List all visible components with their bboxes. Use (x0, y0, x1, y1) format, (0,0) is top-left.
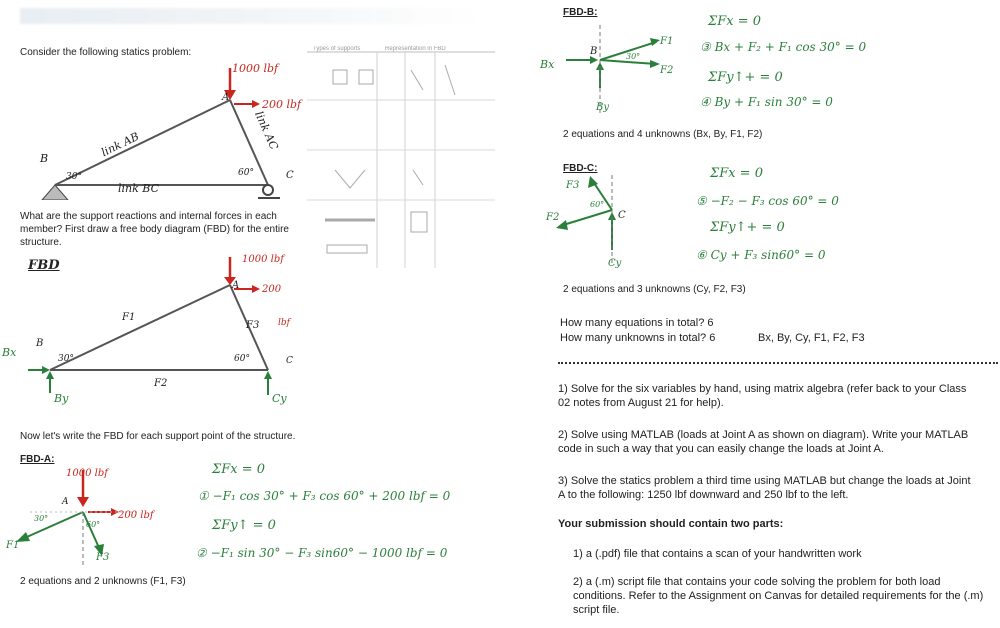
mid-angle-b: 30° (58, 354, 74, 364)
top-joint-b: B (40, 152, 49, 165)
ref-col2: Representation in FBD (385, 46, 446, 52)
top-load-right-label: 200 lbf (262, 98, 302, 111)
fbd-c-joint: C (618, 210, 626, 221)
fbd-b-sum-y: ΣFy↑+ = 0 (708, 70, 783, 85)
fbd-a-summary: 2 equations and 2 unknowns (F1, F3) (20, 576, 186, 587)
mid-f3: F3 (246, 320, 260, 331)
mid-f1: F1 (122, 312, 136, 323)
blurred-banner (20, 8, 480, 24)
fbd-a-f3: F3 (96, 552, 110, 563)
fbd-c-f2: F2 (546, 212, 560, 223)
total-equations: How many equations in total? 6 (560, 317, 714, 329)
mid-by: By (54, 392, 69, 405)
mid-load-down: 1000 lbf (242, 254, 284, 265)
mid-joint-b: B (36, 338, 44, 349)
fbd-c-eq5: ⑤ −F₂ − F₃ cos 60° = 0 (696, 194, 839, 208)
mid-load-right: 200 (262, 284, 282, 295)
mid-f2: F2 (154, 378, 168, 389)
fbd-a-sum-y: ΣFy↑ = 0 (212, 518, 276, 533)
fbd-b-sum-x: ΣFx = 0 (708, 14, 761, 29)
instruction-step-1: 1) Solve for the six variables by hand, using matrix algebra (refer back to your Class 02 notes from August 21 for help). (558, 383, 967, 409)
top-joint-c: C (286, 170, 294, 181)
top-angle-c: 60° (238, 168, 254, 178)
fbd-sub-intro: Now let's write the FBD for each support point of the structure. (20, 431, 296, 442)
fbd-c-sum-y: ΣFy↑+ = 0 (710, 220, 785, 235)
top-load-down-label: 1000 lbf (232, 62, 279, 75)
total-unknowns: How many unknowns in total? 6 (560, 332, 716, 344)
fbd-b-eq3: ③ Bx + F₂ + F₁ cos 30° = 0 (700, 40, 867, 54)
fbd-c-sum-x: ΣFx = 0 (710, 166, 763, 181)
mid-joint-c: C (286, 356, 293, 366)
mid-lbf: lbf (278, 318, 290, 328)
fbd-c-f3: F3 (566, 180, 580, 191)
top-joint-a: A (222, 92, 230, 103)
fbd-b-bx: Bx (540, 58, 555, 71)
fbd-b-summary: 2 equations and 4 unknowns (Bx, By, F1, F2) (563, 129, 763, 140)
fbd-b-joint: B (590, 46, 598, 57)
fbd-c-summary: 2 equations and 3 unknowns (Cy, F2, F3) (563, 284, 746, 295)
fbd-c-heading: FBD-C: (563, 163, 598, 174)
pin-support-b (42, 185, 68, 200)
mid-joint-a: A (232, 280, 240, 291)
instruction-step-3: 3) Solve the statics problem a third time using MATLAB but change the loads at Joint A to the following: 1250 lbf downward and 250 lbf to the left. (558, 475, 971, 501)
top-member-bc: link BC (118, 182, 159, 195)
submission-part-2: 2) a (.m) script file that contains your code solving the problem for both load conditions. Refer to the Assignment on Canvas for detailed requirements for the (.m) script file. (573, 576, 984, 616)
fbd-b-f1: F1 (660, 36, 674, 47)
top-member-ab: link AB (99, 129, 142, 160)
top-member-ac: link AC (252, 109, 281, 152)
problem-question: What are the support reactions and internal forces in each member? First draw a free body diagram (FBD) for the entire structure. (20, 211, 289, 248)
fbd-b-heading: FBD-B: (563, 7, 598, 18)
ref-col1: Types of supports (313, 46, 361, 52)
fbd-a-heading: FBD-A: (20, 454, 55, 465)
fbd-a-eq1: ① −F₁ cos 30° + F₃ cos 60° + 200 lbf = 0 (198, 489, 451, 503)
fbd-a-sum-x: ΣFx = 0 (212, 462, 265, 477)
fbd-b-f2: F2 (660, 65, 674, 76)
fbd-a-load-down: 1000 lbf (66, 468, 108, 479)
fbd-a-load-right: 200 lbf (118, 510, 154, 521)
support-types-reference (305, 40, 500, 270)
fbd-a-eq2: ② −F₁ sin 30° − F₃ sin60° − 1000 lbf = 0 (196, 546, 448, 560)
problem-intro: Consider the following statics problem: (20, 47, 192, 58)
fbd-c-angle: 60° (590, 200, 605, 209)
fbd-a-f1: F1 (6, 540, 20, 551)
fbd-c-eq6: ⑥ Cy + F₃ sin60° = 0 (696, 248, 826, 262)
fbd-handwritten-label: FBD (28, 258, 60, 273)
unknowns-list: Bx, By, Cy, F1, F2, F3 (758, 332, 865, 344)
fbd-c-cy: Cy (608, 258, 622, 269)
roller-support-c (263, 185, 273, 195)
submission-heading: Your submission should contain two parts: (558, 518, 784, 530)
mid-angle-c: 60° (234, 354, 250, 364)
top-angle-b: 30° (66, 172, 82, 182)
instruction-step-2: 2) Solve using MATLAB (loads at Joint A as shown on diagram). Write your MATLAB code in such a way that you can easily change the loads at Joint A. (558, 429, 969, 455)
submission-part-1: 1) a (.pdf) file that contains a scan of your handwritten work (573, 548, 862, 560)
fbd-a-angle-right: 60° (86, 520, 101, 529)
mid-cy: Cy (272, 392, 287, 405)
fbd-b-by: By (596, 102, 609, 113)
fbd-b-angle: 30° (626, 52, 641, 61)
fbd-b-eq4: ④ By + F₁ sin 30° = 0 (700, 95, 833, 109)
fbd-b-diagram (538, 20, 698, 120)
divider (558, 362, 998, 364)
fbd-a-angle-left: 30° (34, 514, 49, 523)
fbd-a-joint: A (62, 497, 69, 507)
mid-bx: Bx (2, 346, 17, 359)
